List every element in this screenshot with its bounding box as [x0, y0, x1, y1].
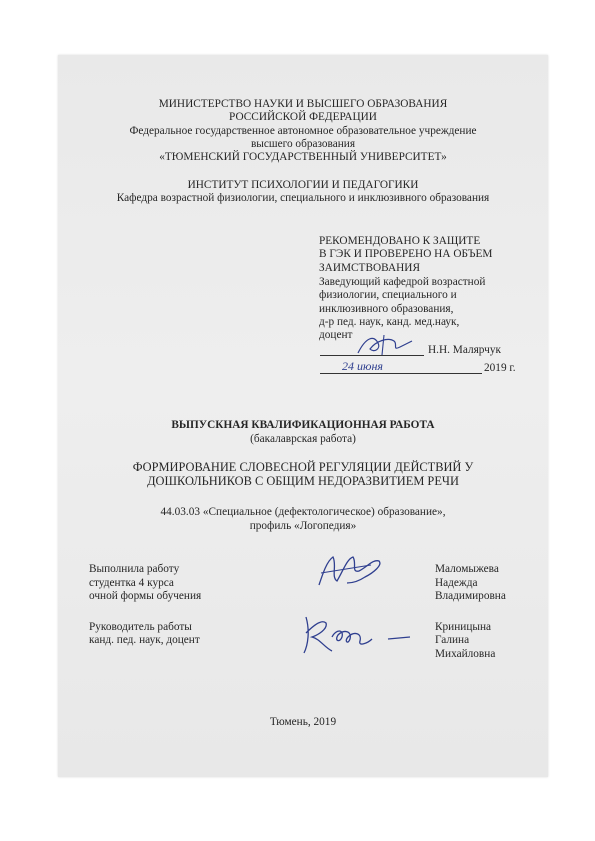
approver-role-line-2: физиологии, специального и [319, 289, 457, 301]
author-signature-image [313, 551, 387, 591]
author-name: Надежда [435, 577, 478, 589]
work-type: ВЫПУСКНАЯ КВАЛИФИКАЦИОННАЯ РАБОТА [171, 419, 435, 431]
author-surname: Маломыжева [435, 563, 499, 575]
approver-signature-image [354, 331, 416, 359]
document-page [58, 55, 548, 777]
ministry-line-1: МИНИСТЕРСТВО НАУКИ И ВЫСШЕГО ОБРАЗОВАНИЯ [158, 98, 448, 110]
institution-line-2: высшего образования [250, 138, 356, 150]
specialty-line-1: 44.03.03 «Специальное (дефектологическое) образование», [160, 506, 446, 518]
approver-role-line-5: доцент [319, 329, 353, 341]
approval-date-handwritten: 24 июня [342, 359, 383, 373]
approver-role-line-3: инклюзивного образования, [319, 303, 454, 315]
supervisor-name: Галина [435, 634, 470, 646]
ministry-line-2: РОССИЙСКОЙ ФЕДЕРАЦИИ [229, 111, 377, 123]
supervisor-surname: Криницына [435, 621, 492, 633]
city-year: Тюмень, 2019 [269, 716, 337, 728]
supervisor-signature-image [298, 611, 418, 657]
department-name: Кафедра возрастной физиологии, специального и инклюзивного образования [116, 192, 490, 204]
approver-name: Н.Н. Малярчук [428, 344, 501, 356]
institution-line-1: Федеральное государственное автономное образовательное учреждение [129, 125, 477, 137]
work-title-line-2: ДОШКОЛЬНИКОВ С ОБЩИМ НЕДОРАЗВИТИЕМ РЕЧИ [147, 474, 459, 488]
approval-line-2: В ГЭК И ПРОВЕРЕНО НА ОБЪЕМ [319, 248, 493, 260]
approver-role-line-4: д-р пед. наук, канд. мед.наук, [319, 316, 460, 328]
supervisor-patronymic: Михайловна [435, 648, 496, 660]
university-name: «ТЮМЕНСКИЙ ГОСУДАРСТВЕННЫЙ УНИВЕРСИТЕТ» [159, 151, 447, 163]
author-label-line-2: студентка 4 курса [89, 577, 174, 589]
approval-date-year: 2019 г. [484, 362, 516, 374]
approver-role-line-1: Заведующий кафедрой возрастной [319, 276, 486, 288]
author-label-line-3: очной формы обучения [89, 590, 202, 602]
author-label-line-1: Выполнила работу [89, 563, 180, 575]
work-title-line-1: ФОРМИРОВАНИЕ СЛОВЕСНОЙ РЕГУЛЯЦИИ ДЕЙСТВИЙ У [132, 460, 474, 474]
specialty-line-2: профиль «Логопедия» [249, 520, 357, 532]
institute-name: ИНСТИТУТ ПСИХОЛОГИИ И ПЕДАГОГИКИ [187, 179, 419, 191]
author-patronymic: Владимировна [435, 590, 506, 602]
supervisor-label-line-1: Руководитель работы [89, 621, 192, 633]
supervisor-label-line-2: канд. пед. наук, доцент [89, 634, 200, 646]
approval-date-line [320, 373, 482, 374]
approval-line-1: РЕКОМЕНДОВАНО К ЗАЩИТЕ [319, 235, 481, 247]
approval-line-3: ЗАИМСТВОВАНИЯ [319, 262, 420, 274]
work-subtype: (бакалаврская работа) [250, 433, 356, 445]
